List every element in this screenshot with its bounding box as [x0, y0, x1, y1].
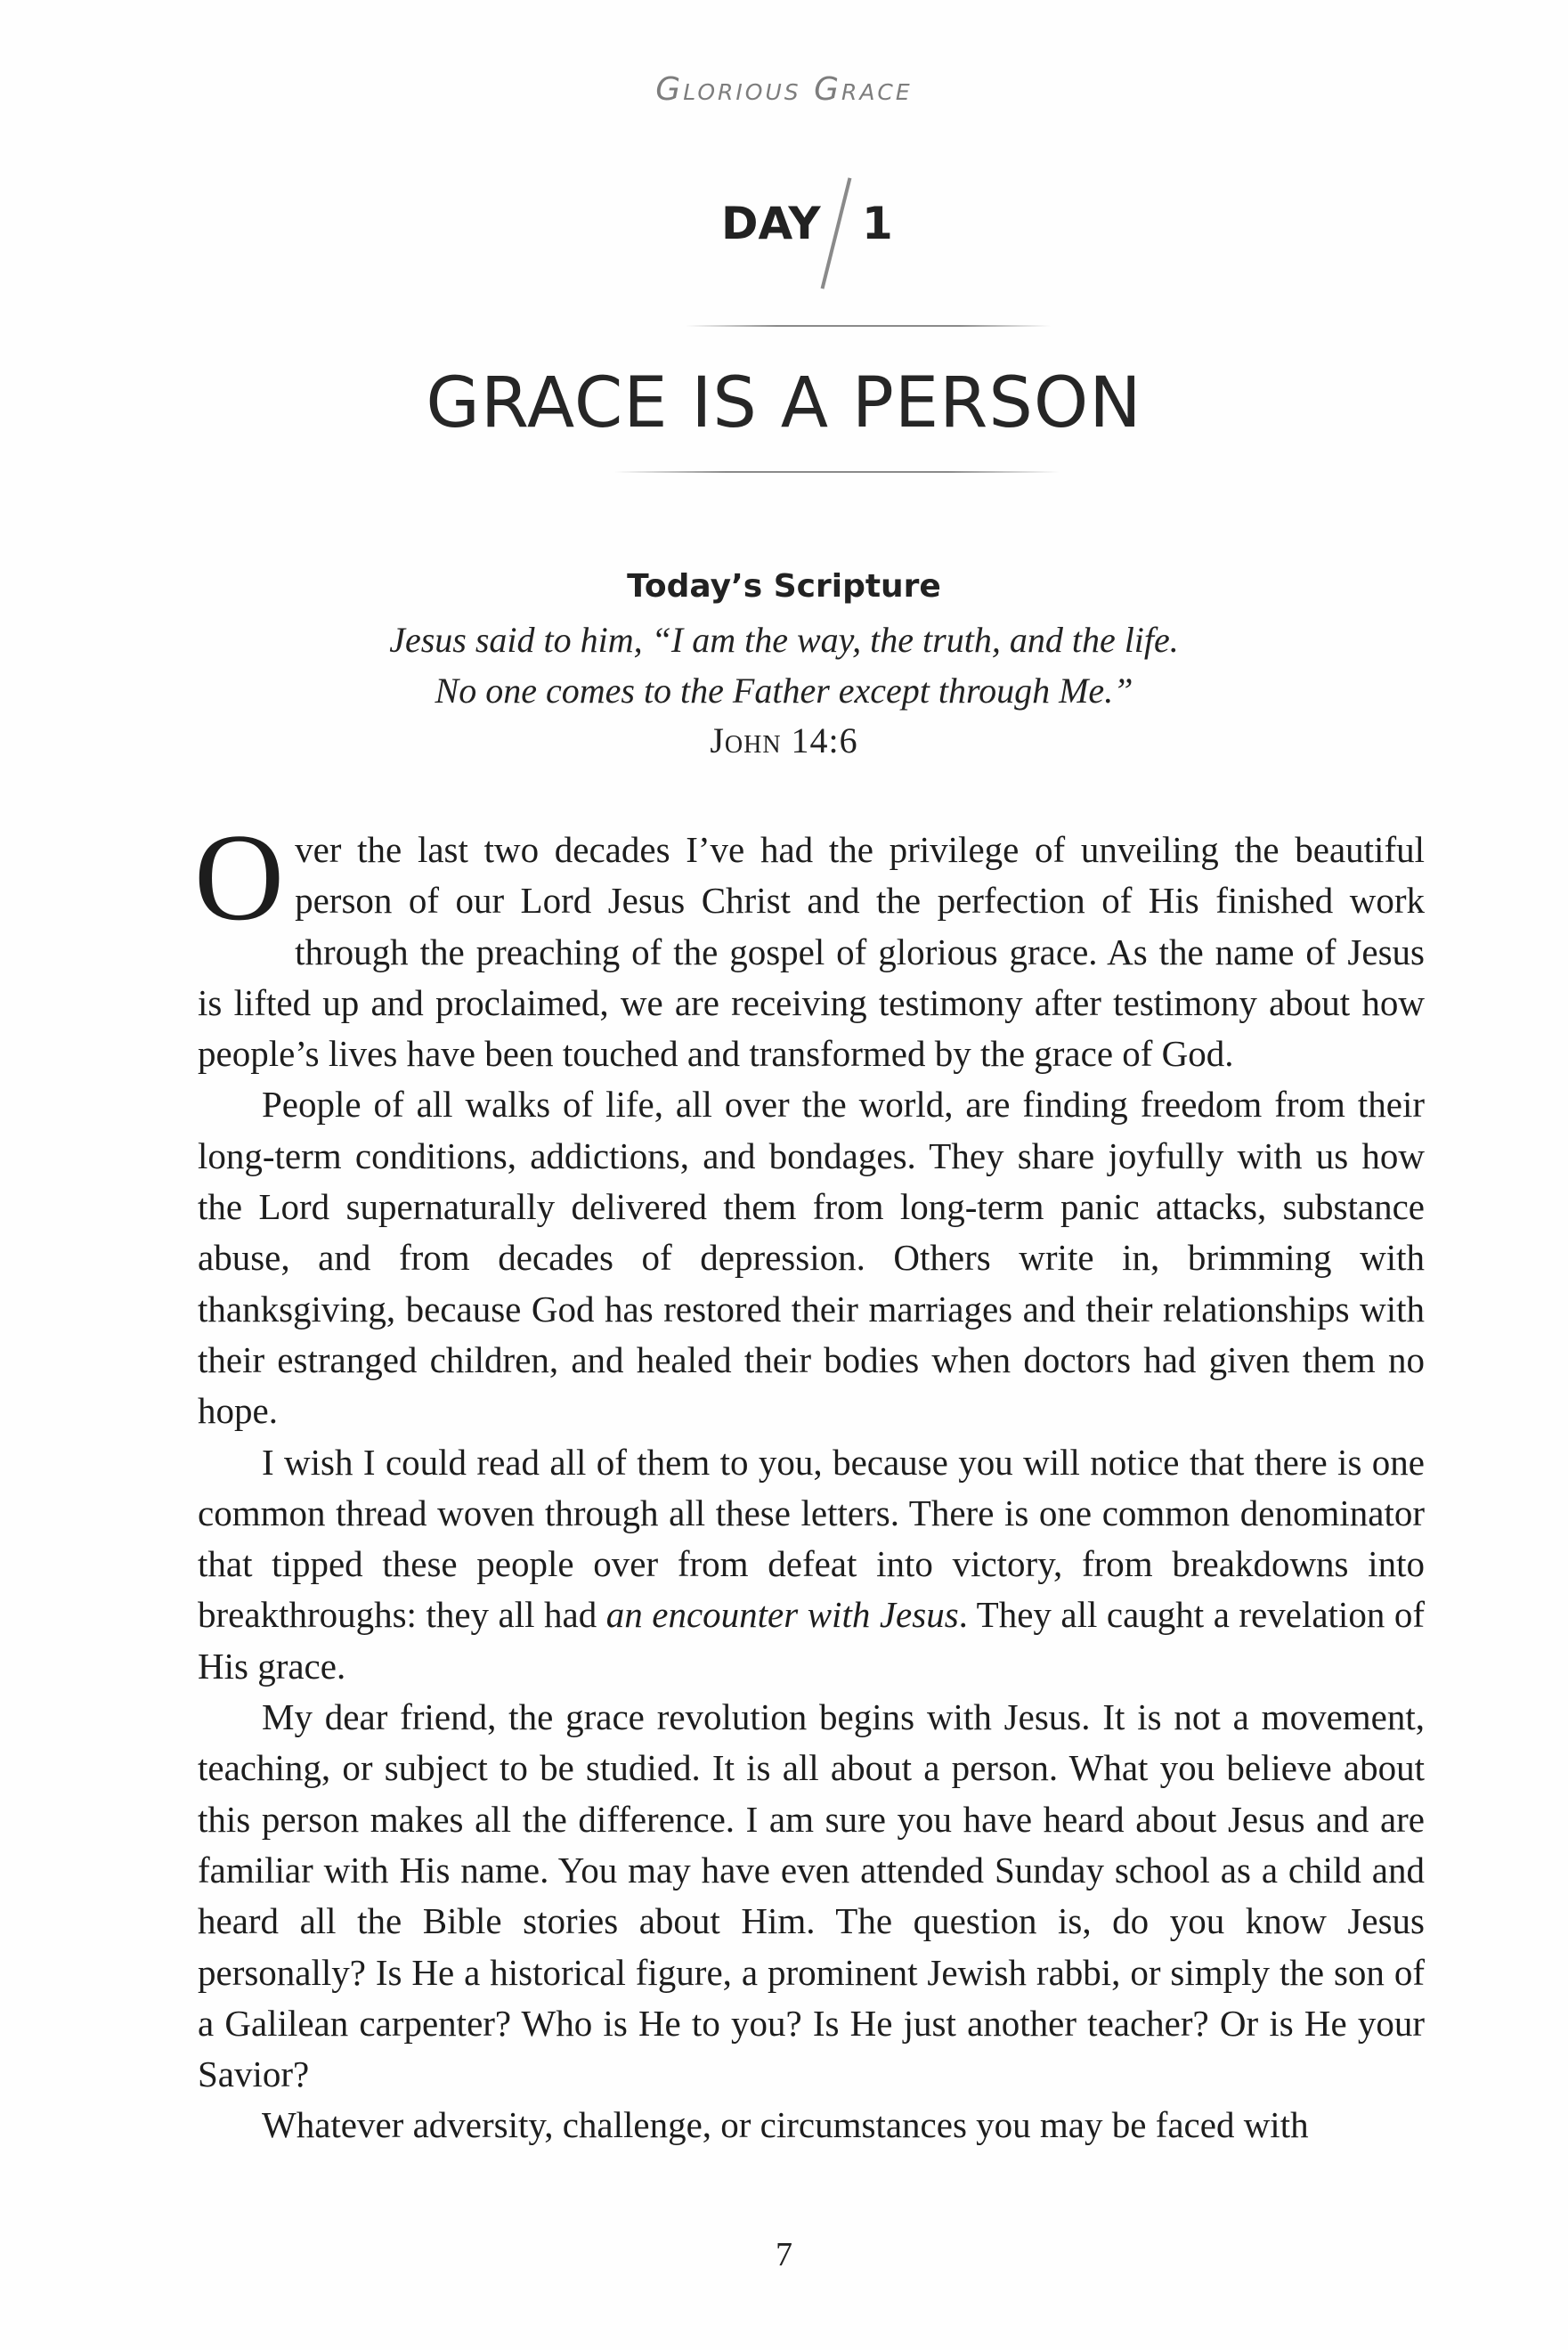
scripture-heading: Today’s Scripture [627, 568, 941, 605]
body-text [194, 809, 1425, 2151]
scripture-reference: John 14:6 [710, 720, 858, 760]
day-divider-slash [821, 177, 852, 289]
day-marker [0, 176, 1568, 292]
title-rule-bottom [614, 471, 1060, 473]
drop-cap: O [194, 809, 285, 947]
paragraph-3-text-b: . They all caught a revelation of His grace. [198, 1594, 1425, 1687]
paragraph-1 [194, 809, 1425, 1079]
paragraph-5: Whatever adversity, challenge, or circumstances you may be faced with [262, 2104, 1309, 2146]
page-number: 7 [776, 2236, 792, 2273]
scripture-line-2: No one comes to the Father except through Me.” [435, 671, 1133, 711]
running-head: Glorious Grace [655, 71, 913, 108]
title-rule-top [686, 325, 1051, 327]
chapter-title: GRACE IS A PERSON [426, 363, 1142, 443]
day-number: 1 [862, 198, 893, 249]
day-label: DAY [721, 198, 821, 249]
paragraph-3-text-a: I wish I could read all of them to you, because you will notice that there is one common thread woven through all these letters. There is one common denominator that tipped these people over from defeat into victory, from breakdowns into breakthroughs: they all had [198, 1441, 1425, 1636]
paragraph-1-text: ver the last two decades I’ve had the privilege of unveiling the beautiful person of our Lord Jesus Christ and the perfection of His finished work through the preaching of the gospel of glorious grace. As the name of Jesus is lifted up and proclaimed, we are receiving testimony after testimony about how people’s lives have been touched and transformed by the grace of God. [198, 829, 1425, 1075]
paragraph-3-emphasis: an encounter with Jesus [605, 1594, 959, 1636]
scripture-line-1: Jesus said to him, “I am the way, the truth, and the life. [389, 620, 1179, 660]
paragraph-2: People of all walks of life, all over the world, are finding freedom from their long-term conditions, addictions, and bondages. They share joyfully with us how the Lord supernaturally delivered them from long-term panic attacks, substance abuse, and from decades of depression. Others write in, brimming with thanksgiving, because God has restored their marriages and their relationships with their estranged children, and healed their bodies when doctors had given them no hope. [198, 1084, 1425, 1432]
paragraph-3 [198, 1437, 1425, 1692]
paragraph-4: My dear friend, the grace revolution begins with Jesus. It is not a movement, teaching, or subject to be studied. It is all about a person. What you believe about this person makes all the difference. I am sure you have heard about Jesus and are familiar with His name. You may have even attended Sunday school as a child and heard all the Bible stories about Him. The question is, do you know Jesus personally? Is He a historical figure, a prominent Jewish rabbi, or simply the son of a Galilean carpenter? Who is He to you? Is He just another teacher? Or is He your Savior? [198, 1696, 1425, 2095]
